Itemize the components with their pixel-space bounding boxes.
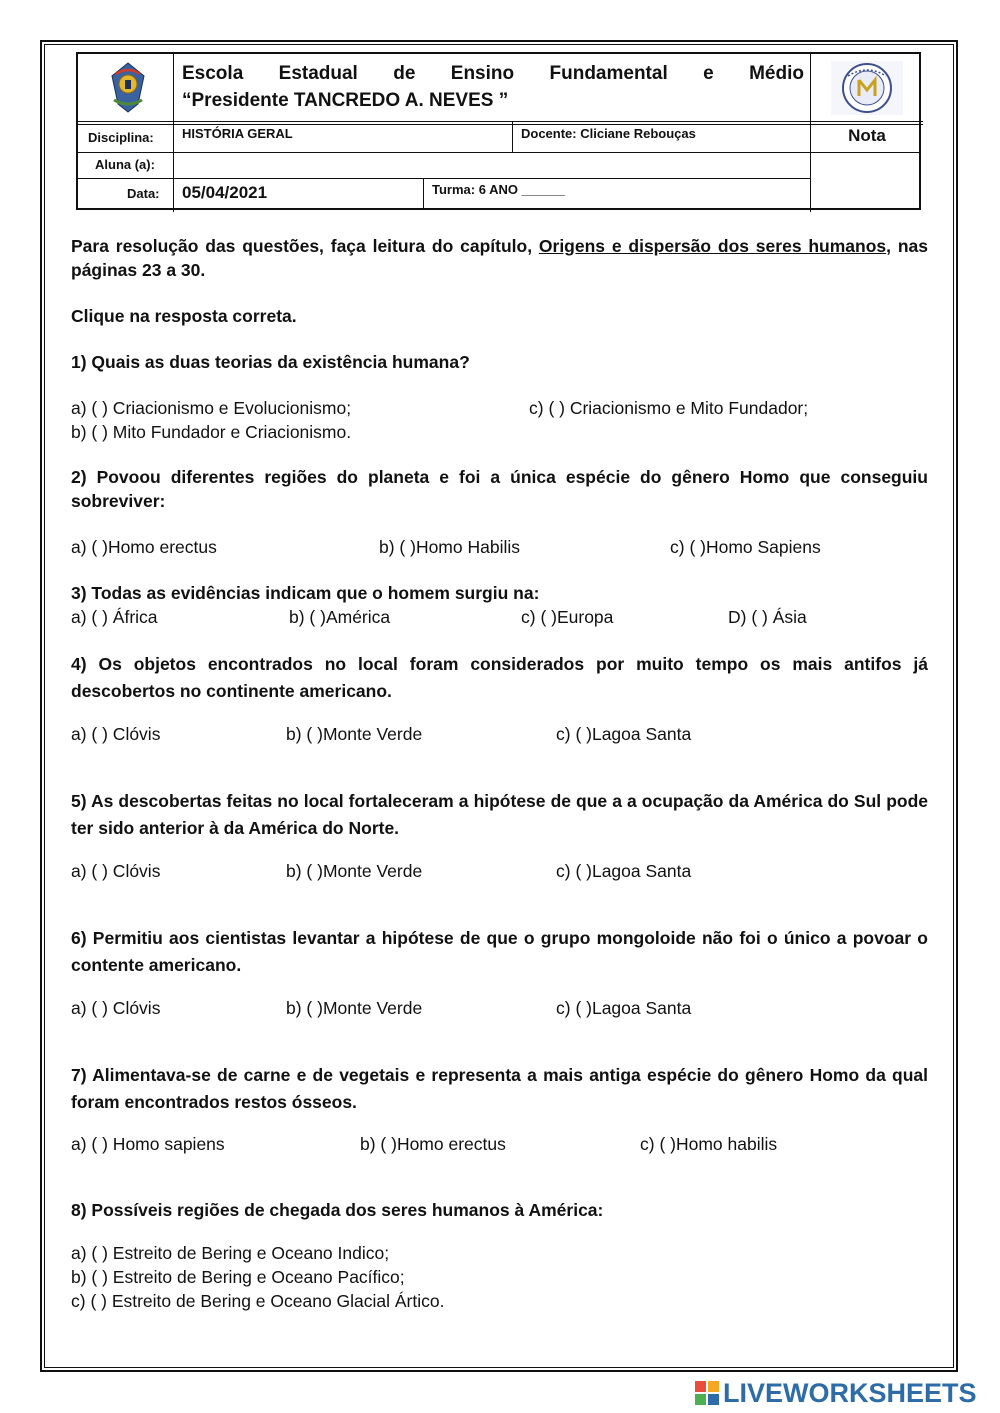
q4-option-c[interactable]: c) ( )Lagoa Santa xyxy=(556,724,692,744)
question-2: 2) Povoou diferentes regiões do planeta e foi a única espécie do gênero Homo que conseguiu sobreviver: xyxy=(71,467,928,511)
q3-option-b[interactable]: b) ( )América xyxy=(289,607,391,627)
question-1: 1) Quais as duas teorias da existência humana? xyxy=(71,352,470,372)
q5-option-c[interactable]: c) ( )Lagoa Santa xyxy=(556,861,692,881)
turma: Turma: 6 ANO ______ xyxy=(432,182,565,197)
q7-option-a[interactable]: a) ( ) Homo sapiens xyxy=(71,1134,225,1154)
chapter-title: Origens e dispersão dos seres humanos xyxy=(538,236,887,256)
nota-label: Nota xyxy=(848,126,886,145)
question-8: 8) Possíveis regiões de chegada dos seres humanos à América: xyxy=(71,1200,604,1220)
question-4: 4) Os objetos encontrados no local foram considerados por muito tempo os mais antifos já descobertos no continente americano. xyxy=(71,654,928,701)
school-name-line1: Escola Estadual de Ensino Fundamental e Médio xyxy=(182,63,804,84)
school-seal-icon xyxy=(830,60,904,116)
q2-option-c[interactable]: c) ( )Homo Sapiens xyxy=(670,537,821,557)
q1-option-b[interactable]: b) ( ) Mito Fundador e Criacionismo. xyxy=(71,422,352,442)
q5-option-b[interactable]: b) ( )Monte Verde xyxy=(286,861,423,881)
q1-option-a[interactable]: a) ( ) Criacionismo e Evolucionismo; xyxy=(71,398,352,418)
question-6: 6) Permitiu aos cientistas levantar a hipótese de que o grupo mongoloide não foi o único a povoar o contente americano. xyxy=(71,928,928,975)
q3-option-d[interactable]: D) ( ) Ásia xyxy=(728,607,807,627)
q3-option-c[interactable]: c) ( )Europa xyxy=(521,607,614,627)
disciplina-label: Disciplina: xyxy=(88,130,154,145)
liveworksheets-logo xyxy=(695,1376,977,1410)
school-name-line2: “Presidente TANCREDO A. NEVES ” xyxy=(182,90,509,111)
liveworksheets-badge-icon xyxy=(695,1381,719,1405)
instruction: Clique na resposta correta. xyxy=(71,306,297,326)
q8-option-c[interactable]: c) ( ) Estreito de Bering e Oceano Glacial Ártico. xyxy=(71,1291,445,1311)
data-label: Data: xyxy=(127,186,160,201)
q2-option-b[interactable]: b) ( )Homo Habilis xyxy=(379,537,520,557)
header-table xyxy=(76,52,921,210)
question-5: 5) As descobertas feitas no local fortaleceram a hipótese de que a a ocupação da América do Sul pode ter sido anterior à da América do Norte. xyxy=(71,791,928,838)
disciplina-value: HISTÓRIA GERAL xyxy=(182,126,293,141)
q6-option-a[interactable]: a) ( ) Clóvis xyxy=(71,998,161,1018)
data-value: 05/04/2021 xyxy=(182,183,268,202)
aluna-label: Aluna (a): xyxy=(95,157,155,172)
q4-option-a[interactable]: a) ( ) Clóvis xyxy=(71,724,161,744)
liveworksheets-text: LIVEWORKSHEETS xyxy=(723,1377,977,1408)
q6-option-c[interactable]: c) ( )Lagoa Santa xyxy=(556,998,692,1018)
q2-option-a[interactable]: a) ( )Homo erectus xyxy=(71,537,217,557)
q4-option-b[interactable]: b) ( )Monte Verde xyxy=(286,724,423,744)
q7-option-c[interactable]: c) ( )Homo habilis xyxy=(640,1134,778,1154)
q5-option-a[interactable]: a) ( ) Clóvis xyxy=(71,861,161,881)
q8-option-a[interactable]: a) ( ) Estreito de Bering e Oceano Indico; xyxy=(71,1243,390,1263)
docente: Docente: Cliciane Rebouças xyxy=(521,126,696,141)
school-emblem-icon xyxy=(108,60,148,116)
q6-option-b[interactable]: b) ( )Monte Verde xyxy=(286,998,423,1018)
intro-paragraph: Para resolução das questões, faça leitura do capítulo, Origens e dispersão dos seres humanos, nas páginas 23 a 30. xyxy=(71,236,928,280)
q1-option-c[interactable]: c) ( ) Criacionismo e Mito Fundador; xyxy=(529,398,809,418)
q8-option-b[interactable]: b) ( ) Estreito de Bering e Oceano Pacífico; xyxy=(71,1267,405,1287)
q3-option-a[interactable]: a) ( ) África xyxy=(71,607,158,627)
question-3: 3) Todas as evidências indicam que o homem surgiu na: xyxy=(71,583,540,603)
school-name xyxy=(182,60,804,114)
question-7: 7) Alimentava-se de carne e de vegetais e representa a mais antiga espécie do gênero Homo da qual foram encontrados restos ósseos. xyxy=(71,1065,928,1112)
q7-option-b[interactable]: b) ( )Homo erectus xyxy=(360,1134,506,1154)
